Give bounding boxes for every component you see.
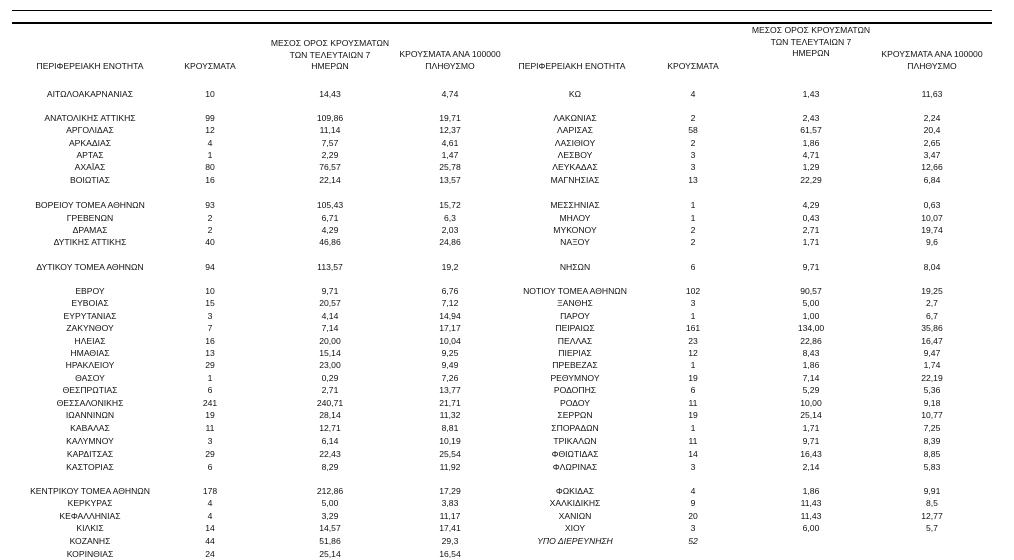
avg-cell: 6,71 — [321, 213, 339, 223]
cases-cell: 20 — [688, 511, 698, 521]
avg-cell: 11,43 — [800, 511, 822, 521]
rate-cell: 2,24 — [923, 113, 941, 123]
region-cell: ΤΡΙΚΑΛΩΝ — [553, 436, 597, 446]
cases-cell: 2 — [207, 213, 213, 223]
table-row — [0, 199, 1014, 211]
cases-cell: 12 — [688, 348, 698, 358]
region-cell: ΛΑΡΙΣΑΣ — [557, 125, 593, 135]
region-cell: ΕΥΒΟΙΑΣ — [71, 298, 109, 308]
region-cell: ΡΕΘΥΜΝΟΥ — [550, 373, 600, 383]
avg-cell: 22,14 — [319, 175, 341, 185]
cases-cell: 10 — [205, 89, 215, 99]
rate-cell: 10,04 — [439, 336, 461, 346]
table-row — [0, 88, 1014, 100]
region-cell: ΜΕΣΣΗΝΙΑΣ — [550, 200, 600, 210]
cases-cell: 80 — [205, 162, 215, 172]
table-row — [0, 322, 1014, 334]
table-row — [0, 161, 1014, 173]
rate-cell: 11,63 — [921, 89, 943, 99]
table-row — [0, 137, 1014, 149]
cases-cell: 1 — [207, 150, 213, 160]
region-cell: ΝΟΤΙΟΥ ΤΟΜΕΑ ΑΘΗΝΩΝ — [523, 286, 627, 296]
region-cell: ΒΟΡΕΙΟΥ ΤΟΜΕΑ ΑΘΗΝΩΝ — [35, 200, 145, 210]
rate-cell: 3,83 — [441, 498, 459, 508]
rate-cell: 11,92 — [439, 462, 461, 472]
cases-cell: 44 — [205, 536, 215, 546]
rate-cell: 6,84 — [923, 175, 941, 185]
cases-cell: 4 — [207, 511, 213, 521]
region-cell: ΠΕΙΡΑΙΩΣ — [555, 323, 595, 333]
rate-cell: 16,54 — [439, 549, 461, 559]
rate-cell: 9,47 — [923, 348, 941, 358]
table-row — [0, 409, 1014, 421]
avg-cell: 4,71 — [802, 150, 820, 160]
cases-cell: 94 — [205, 262, 215, 272]
rate-cell: 19,71 — [439, 113, 461, 123]
table-row — [0, 347, 1014, 359]
cases-cell: 1 — [690, 213, 696, 223]
rate-cell: 7,12 — [441, 298, 459, 308]
cases-cell: 1 — [690, 311, 696, 321]
cases-cell: 3 — [207, 436, 213, 446]
cases-cell: 2 — [690, 225, 696, 235]
rate-cell: 3,47 — [923, 150, 941, 160]
rate-cell: 14,94 — [439, 311, 461, 321]
table-row — [0, 359, 1014, 371]
cases-cell: 3 — [690, 150, 696, 160]
region-cell: ΔΥΤΙΚΟΥ ΤΟΜΕΑ ΑΘΗΝΩΝ — [36, 262, 144, 272]
region-cell: ΚΩ — [568, 89, 582, 99]
cases-cell: 6 — [207, 462, 213, 472]
region-cell: ΚΑΣΤΟΡΙΑΣ — [66, 462, 114, 472]
rate-cell: 9,25 — [441, 348, 459, 358]
table-row — [0, 124, 1014, 136]
rate-cell: 8,81 — [441, 423, 459, 433]
region-cell: ΛΑΣΙΘΙΟΥ — [554, 138, 596, 148]
cases-cell: 16 — [205, 336, 215, 346]
avg-cell: 2,71 — [802, 225, 820, 235]
cases-cell: 19 — [688, 410, 698, 420]
avg-cell: 51,86 — [319, 536, 341, 546]
avg-cell: 11,14 — [319, 125, 341, 135]
avg-cell: 1,43 — [802, 89, 820, 99]
table-row — [0, 510, 1014, 522]
avg-cell: 4,29 — [321, 225, 339, 235]
avg-cell: 22,86 — [800, 336, 822, 346]
avg-cell: 7,57 — [321, 138, 339, 148]
rate-cell: 2,03 — [441, 225, 459, 235]
avg-cell: 0,29 — [321, 373, 339, 383]
cases-cell: 178 — [202, 486, 218, 496]
avg-cell: 134,00 — [797, 323, 825, 333]
avg-cell: 4,29 — [802, 200, 820, 210]
cases-cell: 11 — [205, 423, 215, 433]
region-cell: ΕΥΡΥΤΑΝΙΑΣ — [63, 311, 117, 321]
rate-cell: 8,5 — [926, 498, 938, 508]
region-cell: ΘΕΣΠΡΩΤΙΑΣ — [62, 385, 118, 395]
rate-cell: 17,29 — [439, 486, 461, 496]
cases-cell: 3 — [207, 311, 213, 321]
region-cell: ΣΠΟΡΑΔΩΝ — [551, 423, 599, 433]
region-cell: ΜΗΛΟΥ — [559, 213, 591, 223]
region-cell: ΓΡΕΒΕΝΩΝ — [66, 213, 114, 223]
cases-cell: 2 — [207, 225, 213, 235]
rate-cell: 13,57 — [439, 175, 461, 185]
rate-cell: 1,74 — [923, 360, 941, 370]
rate-cell: 25,54 — [439, 449, 461, 459]
cases-cell: 10 — [205, 286, 215, 296]
table-row — [0, 422, 1014, 434]
table-row — [0, 224, 1014, 236]
rate-cell: 21,71 — [439, 398, 461, 408]
rate-cell: 6,76 — [441, 286, 459, 296]
rate-cell: 10,19 — [439, 436, 461, 446]
avg-cell: 15,14 — [319, 348, 341, 358]
rate-cell: 10,07 — [921, 213, 943, 223]
region-cell: ΘΕΣΣΑΛΟΝΙΚΗΣ — [56, 398, 124, 408]
region-cell: ΠΡΕΒΕΖΑΣ — [552, 360, 598, 370]
avg-cell: 1,29 — [802, 162, 820, 172]
avg-cell: 2,14 — [802, 462, 820, 472]
table-row — [0, 310, 1014, 322]
region-cell: ΛΕΥΚΑΔΑΣ — [552, 162, 598, 172]
avg-cell: 109,86 — [316, 113, 344, 123]
rate-cell: 24,86 — [439, 237, 461, 247]
region-cell: ΛΕΣΒΟΥ — [557, 150, 593, 160]
cases-cell: 40 — [205, 237, 215, 247]
table-row — [0, 448, 1014, 460]
rate-cell: 19,2 — [441, 262, 459, 272]
cases-cell: 15 — [205, 298, 215, 308]
region-cell: ΛΑΚΩΝΙΑΣ — [553, 113, 597, 123]
table-row — [0, 297, 1014, 309]
avg-cell: 240,71 — [316, 398, 344, 408]
table-row — [0, 461, 1014, 473]
region-cell: ΞΑΝΘΗΣ — [557, 298, 593, 308]
table-row — [0, 548, 1014, 560]
rate-cell: 8,85 — [923, 449, 941, 459]
region-cell: ΑΙΤΩΛΟΑΚΑΡΝΑΝΙΑΣ — [46, 89, 134, 99]
avg-cell: 10,00 — [800, 398, 822, 408]
avg-cell: 12,71 — [319, 423, 341, 433]
cases-cell: 12 — [205, 125, 215, 135]
region-cell: ΦΘΙΩΤΙΔΑΣ — [551, 449, 599, 459]
cases-cell: 3 — [690, 462, 696, 472]
rate-cell: 12,66 — [921, 162, 943, 172]
cases-cell: 7 — [207, 323, 213, 333]
rate-cell: 8,04 — [923, 262, 941, 272]
rate-cell: 0,63 — [923, 200, 941, 210]
table-row — [0, 212, 1014, 224]
cases-cell: 1 — [690, 423, 696, 433]
region-cell: ΡΟΔΟΠΗΣ — [553, 385, 597, 395]
rate-cell: 5,7 — [926, 523, 938, 533]
table-row — [0, 236, 1014, 248]
region-cell: ΜΥΚΟΝΟΥ — [553, 225, 597, 235]
rate-cell: 35,86 — [921, 323, 943, 333]
rate-cell: 17,17 — [439, 323, 461, 333]
table-row — [0, 522, 1014, 534]
avg-cell: 105,43 — [316, 200, 344, 210]
region-cell: ΘΑΣΟΥ — [75, 373, 105, 383]
region-cell: ΗΛΕΙΑΣ — [74, 336, 106, 346]
region-cell: ΝΗΣΩΝ — [559, 262, 591, 272]
region-cell: ΠΙΕΡΙΑΣ — [558, 348, 592, 358]
avg-cell: 22,29 — [800, 175, 822, 185]
rate-cell: 7,26 — [441, 373, 459, 383]
table-row — [0, 285, 1014, 297]
avg-cell: 25,14 — [800, 410, 822, 420]
region-cell: ΥΠΟ ΔΙΕΡΕΥΝΗΣΗ — [537, 536, 613, 546]
cases-cell: 3 — [690, 298, 696, 308]
region-cell: ΗΡΑΚΛΕΙΟΥ — [65, 360, 115, 370]
cases-cell: 16 — [205, 175, 215, 185]
cases-cell: 2 — [690, 237, 696, 247]
avg-cell: 5,00 — [802, 298, 820, 308]
rate-cell: 22,19 — [921, 373, 943, 383]
rate-cell: 4,61 — [441, 138, 459, 148]
avg-cell: 16,43 — [800, 449, 822, 459]
rate-cell: 17,41 — [439, 523, 461, 533]
rate-cell: 9,91 — [923, 486, 941, 496]
cases-cell: 29 — [205, 449, 215, 459]
rate-cell: 2,65 — [923, 138, 941, 148]
region-cell: ΚΟΡΙΝΘΙΑΣ — [66, 549, 114, 559]
header-avg-right: ΜΕΣΟΣ ΟΡΟΣ ΚΡΟΥΣΜΑΤΩΝ ΤΩΝ ΤΕΛΕΥΤΑΙΩΝ 7 ΗΜΕΡΩΝ — [751, 25, 871, 58]
avg-cell: 90,57 — [800, 286, 822, 296]
region-cell: ΧΙΟΥ — [564, 523, 586, 533]
table-row — [0, 384, 1014, 396]
cases-cell: 6 — [690, 385, 696, 395]
rate-cell: 10,77 — [921, 410, 943, 420]
region-cell: ΚΑΒΑΛΑΣ — [70, 423, 110, 433]
cases-cell: 2 — [690, 138, 696, 148]
avg-cell: 1,00 — [802, 311, 820, 321]
cases-cell: 99 — [205, 113, 215, 123]
avg-cell: 9,71 — [802, 436, 820, 446]
cases-cell: 13 — [688, 175, 698, 185]
header-rate-right: ΚΡΟΥΣΜΑΤΑ ΑΝΑ 100000 ΠΛΗΘΥΣΜΟ — [881, 49, 983, 71]
rate-cell: 13,77 — [439, 385, 461, 395]
avg-cell: 6,00 — [802, 523, 820, 533]
rate-cell: 9,49 — [441, 360, 459, 370]
cases-cell: 58 — [688, 125, 698, 135]
avg-cell: 113,57 — [317, 262, 343, 272]
avg-cell: 61,57 — [800, 125, 822, 135]
avg-cell: 22,43 — [319, 449, 341, 459]
cases-cell: 3 — [690, 523, 696, 533]
cases-cell: 19 — [205, 410, 215, 420]
region-cell: ΝΑΞΟΥ — [560, 237, 590, 247]
avg-cell: 6,14 — [321, 436, 339, 446]
cases-cell: 24 — [205, 549, 215, 559]
rate-cell: 7,25 — [923, 423, 941, 433]
table-row — [0, 261, 1014, 273]
table-row — [0, 372, 1014, 384]
region-cell: ΧΑΛΚΙΔΙΚΗΣ — [549, 498, 601, 508]
avg-cell: 5,29 — [802, 385, 820, 395]
cases-cell: 241 — [202, 398, 218, 408]
avg-cell: 7,14 — [321, 323, 339, 333]
table-row — [0, 397, 1014, 409]
table-row — [0, 112, 1014, 124]
region-cell: ΔΡΑΜΑΣ — [72, 225, 108, 235]
cases-cell: 9 — [690, 498, 696, 508]
cases-cell: 102 — [685, 286, 701, 296]
region-cell: ΠΕΛΛΑΣ — [557, 336, 593, 346]
region-cell: ΕΒΡΟΥ — [75, 286, 105, 296]
avg-cell: 1,86 — [802, 360, 820, 370]
avg-cell: 46,86 — [319, 237, 341, 247]
table-row — [0, 174, 1014, 186]
avg-cell: 14,57 — [319, 523, 341, 533]
table-row — [0, 497, 1014, 509]
header-region-right: ΠΕΡΙΦΕΡΕΙΑΚΗ ΕΝΟΤΗΤΑ — [518, 61, 626, 71]
region-cell: ΠΑΡΟΥ — [560, 311, 590, 321]
cases-cell: 4 — [207, 498, 213, 508]
cases-cell: 6 — [690, 262, 696, 272]
cases-cell: 2 — [690, 113, 696, 123]
header-avg-left: ΜΕΣΟΣ ΟΡΟΣ ΚΡΟΥΣΜΑΤΩΝ ΤΩΝ ΤΕΛΕΥΤΑΙΩΝ 7 ΗΜΕΡΩΝ — [270, 38, 390, 71]
region-cell: ΚΑΛΥΜΝΟΥ — [66, 436, 114, 446]
cases-cell: 6 — [207, 385, 213, 395]
region-cell: ΔΥΤΙΚΗΣ ΑΤΤΙΚΗΣ — [53, 237, 127, 247]
cases-cell: 14 — [205, 523, 215, 533]
rate-cell: 9,6 — [926, 237, 938, 247]
table-row — [0, 335, 1014, 347]
avg-cell: 7,14 — [802, 373, 820, 383]
cases-cell: 3 — [690, 162, 696, 172]
rate-cell: 20,4 — [923, 125, 941, 135]
rate-cell: 1,47 — [441, 150, 459, 160]
region-cell: ΑΝΑΤΟΛΙΚΗΣ ΑΤΤΙΚΗΣ — [44, 113, 136, 123]
rate-cell: 9,18 — [923, 398, 941, 408]
region-cell: ΦΩΚΙΔΑΣ — [555, 486, 595, 496]
region-cell: ΡΟΔΟΥ — [560, 398, 590, 408]
cases-cell: 11 — [688, 436, 698, 446]
region-cell: ΣΕΡΡΩΝ — [557, 410, 593, 420]
cases-cell: 11 — [688, 398, 698, 408]
avg-cell: 5,00 — [321, 498, 339, 508]
region-cell: ΒΟΙΩΤΙΑΣ — [70, 175, 110, 185]
avg-cell: 1,86 — [802, 486, 820, 496]
rate-cell: 5,36 — [923, 385, 941, 395]
rate-cell: 25,78 — [439, 162, 461, 172]
rate-cell: 8,39 — [923, 436, 941, 446]
rate-cell: 12,77 — [921, 511, 943, 521]
cases-cell: 4 — [207, 138, 213, 148]
avg-cell: 76,57 — [319, 162, 341, 172]
region-cell: ΑΡΤΑΣ — [76, 150, 104, 160]
avg-cell: 2,43 — [802, 113, 820, 123]
cases-cell: 29 — [205, 360, 215, 370]
avg-cell: 9,71 — [321, 286, 339, 296]
region-cell: ΜΑΓΝΗΣΙΑΣ — [550, 175, 600, 185]
region-cell: ΑΡΚΑΔΙΑΣ — [68, 138, 112, 148]
region-cell: ΖΑΚΥΝΘΟΥ — [66, 323, 114, 333]
avg-cell: 1,71 — [802, 423, 820, 433]
region-cell: ΚΕΝΤΡΙΚΟΥ ΤΟΜΕΑ ΑΘΗΝΩΝ — [30, 486, 150, 496]
region-cell: ΗΜΑΘΙΑΣ — [70, 348, 110, 358]
avg-cell: 2,29 — [321, 150, 339, 160]
rate-cell: 4,74 — [441, 89, 459, 99]
header-rate-left: ΚΡΟΥΣΜΑΤΑ ΑΝΑ 100000 ΠΛΗΘΥΣΜΟ — [399, 49, 501, 71]
avg-cell: 212,86 — [316, 486, 344, 496]
header-region-left: ΠΕΡΙΦΕΡΕΙΑΚΗ ΕΝΟΤΗΤΑ — [36, 61, 144, 71]
cases-cell: 161 — [685, 323, 701, 333]
rate-cell: 15,72 — [439, 200, 461, 210]
cases-cell: 1 — [207, 373, 213, 383]
cases-cell: 19 — [688, 373, 698, 383]
avg-cell: 11,43 — [800, 498, 822, 508]
avg-cell: 0,43 — [802, 213, 820, 223]
rate-cell: 6,3 — [444, 213, 456, 223]
region-cell: ΚΕΡΚΥΡΑΣ — [67, 498, 113, 508]
rate-cell: 2,7 — [926, 298, 938, 308]
rate-cell: 19,74 — [921, 225, 943, 235]
table-row — [0, 535, 1014, 547]
cases-cell: 4 — [690, 486, 696, 496]
avg-cell: 8,43 — [802, 348, 820, 358]
rate-cell: 11,32 — [439, 410, 461, 420]
avg-cell: 25,14 — [319, 549, 341, 559]
table-row — [0, 435, 1014, 447]
cases-cell: 52 — [688, 536, 698, 546]
region-cell: ΑΧΑΪΑΣ — [74, 162, 106, 172]
cases-cell: 13 — [205, 348, 215, 358]
rate-cell: 29,3 — [441, 536, 459, 546]
avg-cell: 8,29 — [321, 462, 339, 472]
avg-cell: 1,71 — [802, 237, 820, 247]
region-cell: ΚΕΦΑΛΛΗΝΙΑΣ — [59, 511, 121, 521]
avg-cell: 28,14 — [319, 410, 341, 420]
header-cases-right: ΚΡΟΥΣΜΑΤΑ — [667, 61, 719, 71]
avg-cell: 2,71 — [321, 385, 339, 395]
avg-cell: 20,57 — [319, 298, 341, 308]
table-row — [0, 149, 1014, 161]
region-cell: ΙΩΑΝΝΙΝΩΝ — [65, 410, 115, 420]
rate-cell: 12,37 — [439, 125, 461, 135]
header-cases-left: ΚΡΟΥΣΜΑΤΑ — [184, 61, 236, 71]
rate-cell: 5,83 — [923, 462, 941, 472]
region-cell: ΚΟΖΑΝΗΣ — [69, 536, 111, 546]
avg-cell: 20,00 — [319, 336, 341, 346]
region-cell: ΚΑΡΔΙΤΣΑΣ — [66, 449, 114, 459]
region-cell: ΚΙΛΚΙΣ — [76, 523, 104, 533]
rate-cell: 6,7 — [926, 311, 938, 321]
cases-cell: 14 — [688, 449, 698, 459]
region-cell: ΦΛΩΡΙΝΑΣ — [552, 462, 598, 472]
avg-cell: 9,71 — [802, 262, 820, 272]
table-row — [0, 485, 1014, 497]
rate-cell: 16,47 — [921, 336, 943, 346]
cases-cell: 93 — [205, 200, 215, 210]
rate-cell: 19,25 — [921, 286, 943, 296]
rate-cell: 11,17 — [439, 511, 461, 521]
avg-cell: 14,43 — [319, 89, 341, 99]
avg-cell: 23,00 — [319, 360, 341, 370]
cases-cell: 23 — [688, 336, 698, 346]
cases-cell: 4 — [690, 89, 696, 99]
region-cell: ΑΡΓΟΛΙΔΑΣ — [66, 125, 114, 135]
avg-cell: 1,86 — [802, 138, 820, 148]
cases-cell: 1 — [690, 200, 696, 210]
avg-cell: 4,14 — [321, 311, 339, 321]
avg-cell: 3,29 — [321, 511, 339, 521]
cases-cell: 1 — [690, 360, 696, 370]
region-cell: ΧΑΝΙΩΝ — [558, 511, 592, 521]
